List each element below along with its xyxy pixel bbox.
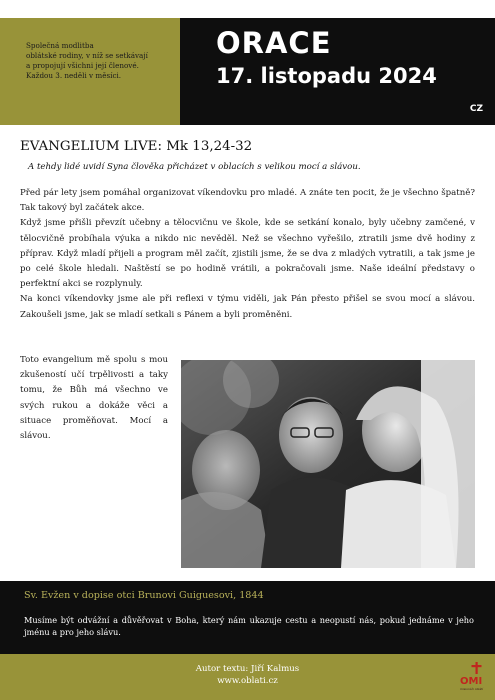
header <box>0 0 495 125</box>
title-panel <box>180 18 495 125</box>
intro-line: a propojují všichni její členové. <box>26 61 139 70</box>
body-text <box>20 186 475 323</box>
body-paragraph: Když jsme přišli převzít učebny a tělocvičnu ve škole, kde se setkání konalo, byly učebny zamčené, v tělocvičně probíhala výuka a nikdo nic nevěděl. Než se všechno vyřešilo, ztratili jsme dvě hodiny z příprav. Když mladí přijeli a program měl začít, zjistili jsme, že se dva z mladých vytratili, a tak jsme je po celé škole hledali. Naštěstí se po hodině vrátili, a pokračovali jsme. Naše ideální představy o perfektní akci se rozplynuly. <box>20 218 475 290</box>
intro-text <box>26 41 176 81</box>
author-credit: Autor textu: Jiří Kalmus <box>195 664 300 674</box>
gospel-quote: A tehdy lidé uvidí Syna člověka přicházet v oblacích s velikou mocí a slávou. <box>28 162 361 172</box>
logo-subtext: misionáři oblátí <box>460 687 484 691</box>
page-date: 17. listopadu 2024 <box>216 64 437 88</box>
quote-title: Sv. Evžen v dopise otci Brunovi Guiguesovi, 1844 <box>24 590 264 601</box>
body-paragraph: Na konci víkendovky jsme ale při reflexi v týmu viděli, jak Pán přesto přišel se svou mocí a slávou. Zakoušeli jsme, jak se mladí setkali s Pánem a byli proměněni. <box>20 294 475 320</box>
language-badge: CZ <box>469 104 483 114</box>
reflection-text: Toto evangelium mě spolu s mou zkušeností učí trpělivosti a taky tomu, že Bůh má všechno ve svých rukou a dokáže věci a situace proměňovat. Mocí a slávou. <box>20 355 168 442</box>
photo-illustration <box>181 360 475 568</box>
saint-quote-box <box>0 581 495 654</box>
intro-line: Každou 3. neděli v měsíci. <box>26 71 122 80</box>
page-title: ORACE <box>216 26 332 60</box>
intro-panel <box>0 18 180 125</box>
footer <box>0 654 495 700</box>
gospel-title: EVANGELIUM LIVE: Mk 13,24-32 <box>20 139 253 154</box>
intro-line: oblátské rodiny, v níž se setkávají <box>26 51 148 60</box>
intro-line: Společná modlitba <box>26 41 94 50</box>
logo-text: OMI <box>460 676 483 687</box>
quote-text: Musíme být odvážní a důvěřovat v Boha, který nám ukazuje cestu a neopustí nás, pokud jednáme v jeho jménu a pro jeho slávu. <box>24 615 474 637</box>
website-link[interactable]: www.oblati.cz <box>217 676 278 686</box>
group-photo <box>181 360 475 568</box>
omi-cross-logo <box>459 661 485 697</box>
body-paragraph: Před pár lety jsem pomáhal organizovat víkendovku pro mladé. A znáte ten pocit, že je všechno špatně? Tak takový byl začátek akce. <box>20 188 475 214</box>
